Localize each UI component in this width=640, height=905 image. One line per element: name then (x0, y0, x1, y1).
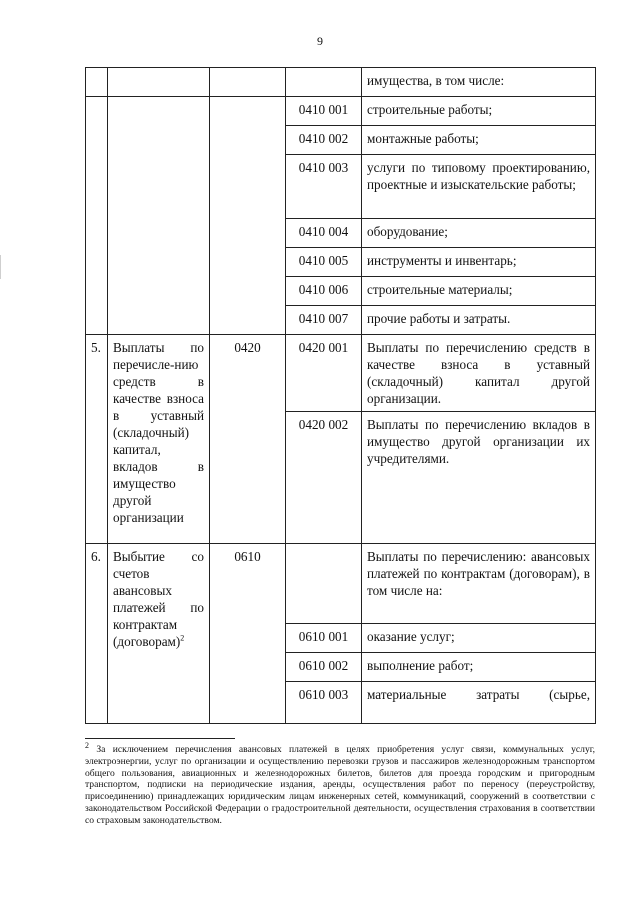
item-text: имущества, в том числе: (362, 68, 596, 97)
item-text: инструменты и инвентарь; (362, 248, 596, 277)
page-number: 9 (317, 34, 323, 48)
item-code: 0410 002 (286, 126, 362, 155)
footnote-marker: 2 (85, 740, 89, 750)
item-text: строительные материалы; (362, 277, 596, 306)
item-code: 0610 001 (286, 624, 362, 653)
empty-cell (86, 68, 108, 97)
item-text: Выплаты по перечислению средств в качестве взноса в уставный (складочный) капитал другой организации. (362, 335, 596, 412)
item-text: строительные работы; (362, 97, 596, 126)
row-number: 6. (86, 544, 108, 724)
item-text: оборудование; (362, 219, 596, 248)
item-code: 0610 003 (286, 682, 362, 724)
item-code: 0410 003 (286, 155, 362, 219)
empty-cell (86, 97, 108, 335)
item-text: прочие работы и затраты. (362, 306, 596, 335)
row-name: Выплаты по перечисле-нию средств в качестве взноса в уставный (складочный) капитал, вкладов в имущество другой организации (108, 335, 210, 544)
item-text: Выплаты по перечислению: авансовых платежей по контрактам (договорам), в том числе на: (362, 544, 596, 624)
item-text (362, 682, 596, 724)
item-text: оказание услуг; (362, 624, 596, 653)
item-text: Выплаты по перечислению вкладов в имущество другой организации их учредителями. (362, 412, 596, 544)
row-number: 5. (86, 335, 108, 544)
item-code: 0610 002 (286, 653, 362, 682)
table-row (86, 335, 596, 412)
empty-cell (108, 68, 210, 97)
item-code: 0410 004 (286, 219, 362, 248)
item-code: 0420 002 (286, 412, 362, 544)
empty-cell (210, 68, 286, 97)
item-text: услуги по типовому проектированию, проектные и изыскательские работы; (362, 155, 596, 219)
item-code: 0410 007 (286, 306, 362, 335)
codes-table (85, 67, 596, 724)
item-text-line: материальные затраты (сырье, (367, 687, 590, 702)
group-code: 0420 (210, 335, 286, 544)
empty-cell (286, 544, 362, 624)
footnote-text: За исключением перечисления авансовых платежей в целях приобретения услуг связи, коммунальных услуг, электроэнергии, услуг по организации и осуществлению перевозки грузов и пассажиров железнодорожным транспортом общего пользования, авиационных и железнодорожных билетов, билетов для проезда городским и пригородным транспортом, подписки на периодические издания, аренды, осуществления работ по переносу (переустройству, присоединению) принадлежащих юридическим лицам инженерных сетей, коммуникаций, сооружений в соответствии с законодательством Российской Федерации о градостроительной деятельности, осуществления страхования в соответствии со страховым законодательством. (85, 744, 595, 826)
item-code: 0410 006 (286, 277, 362, 306)
table-row (86, 544, 596, 624)
scan-edge-mark (0, 255, 9, 279)
footnote-divider (85, 738, 235, 739)
footnote-ref: 2 (180, 633, 185, 643)
item-code: 0410 001 (286, 97, 362, 126)
item-code: 0420 001 (286, 335, 362, 412)
table-row (86, 68, 596, 97)
empty-cell (210, 97, 286, 335)
row-name-text: Выбытие со счетов авансовых платежей по контрактам (договорам) (113, 549, 204, 649)
row-name (108, 544, 210, 724)
footnote (85, 740, 595, 827)
empty-cell (108, 97, 210, 335)
group-code: 0610 (210, 544, 286, 724)
table-row (86, 97, 596, 126)
item-text: выполнение работ; (362, 653, 596, 682)
item-code: 0410 005 (286, 248, 362, 277)
empty-cell (286, 68, 362, 97)
item-text: монтажные работы; (362, 126, 596, 155)
